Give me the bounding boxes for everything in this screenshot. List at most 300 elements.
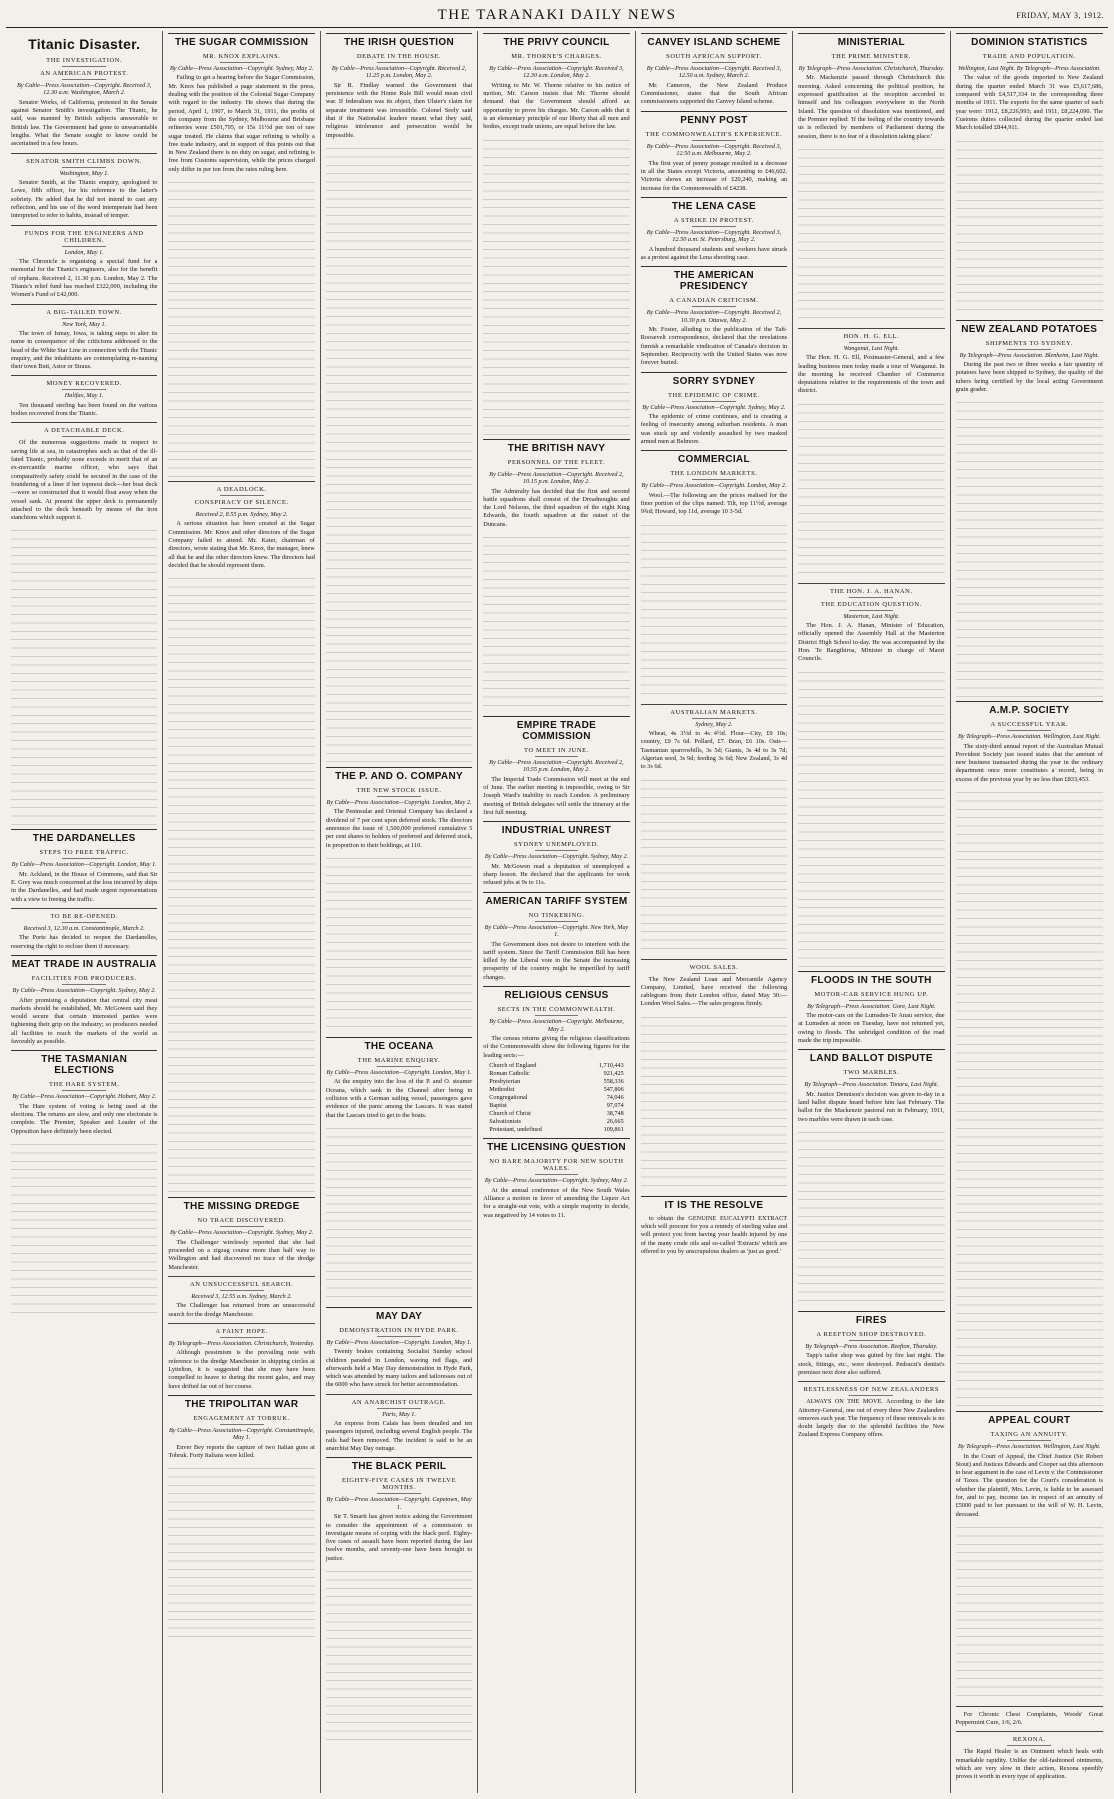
- article-subheading: DEBATE IN THE HOUSE.: [326, 53, 472, 63]
- article-body: Sir T. Smartt has given notice asking the Government to consider the appointment of a commission to investigate means of coping with the black peril. Eighty-five cases of assault have been reported during the last twelve months, and seventy-one have been brought to justice.: [325, 1513, 473, 1562]
- section-divider: [11, 908, 157, 909]
- article: [483, 33, 629, 435]
- article-body: Mr. Ackland, in the House of Commons, said that Sir E. Grey was much concerned at the loss incurred by ships in the Dardanelles, and had made urgent representations with a view to freeing the traffic.: [11, 870, 158, 903]
- article-body: The Hon. J. A. Hanan, Minister of Education, officially opened the Assembly Hall at the Masterton District High School to-day. He was accompanied by the Hon. Te Rangihiroa, Minister in charge of Maori Councils.: [798, 622, 945, 663]
- newspaper-page: [6, 4, 1108, 1795]
- article: [483, 1138, 629, 1220]
- dateline: By Cable—Press Association—Copyright. Sydney, May 2.: [642, 403, 786, 411]
- table-row: [489, 1126, 623, 1134]
- article-body: Mr. Foster, alluding to the publication of the Taft-Roosevelt correspondence, declared that the revelations furnish a remarkable vindication of Canada's decision in September. Reciprocity with the United States was now forever buried.: [640, 326, 788, 367]
- article-subheading: NO TRACE DISCOVERED.: [168, 1217, 314, 1227]
- dateline: By Telegraph—Press Association. Blenheim, Last Night.: [959, 351, 1099, 359]
- article-headline: FIRES: [798, 1311, 944, 1328]
- article-headline: APPEAL COURT: [956, 1411, 1103, 1428]
- article-body: In the Court of Appeal, the Chief Justice (Sir Robert Stout) and Justices Edwards and Cooper sat this afternoon to hear argument in the case of Levin v. the Commissioner of Taxes. The question for the Court's consideration is whether the plaintiff, Mrs. Levin, is liable to be assessed for, and to pay, income tax in respect of an annuity of £5000 paid to her pursuant to the will of W. H. Levin, deceased.: [955, 1452, 1103, 1518]
- article-subheading: A BIG-TAILED TOWN.: [11, 309, 157, 319]
- body-text-continuation: [483, 135, 629, 435]
- section-divider: [641, 959, 787, 960]
- article-subheading: A FAINT HOPE.: [168, 1328, 314, 1338]
- article-headline: MAY DAY: [326, 1307, 472, 1324]
- section-divider: [798, 583, 944, 584]
- article-body: The Government does not desire to interfere with the tariff system. Since the Tariff Commission Bill has been killed by the Liberal vote in the Senate the increasing prosperity of the country might be imperilled by tariff changes.: [483, 940, 630, 981]
- article-headline: NEW ZEALAND POTATOES: [956, 320, 1103, 337]
- article-subheading: STEPS TO FREE TRAFFIC.: [11, 849, 157, 859]
- article-subheading: MR. THORNE'S CHARGES.: [483, 53, 629, 63]
- table-row: [489, 1070, 623, 1078]
- article-body: Of the numerous suggestions made in respect to saving life at sea, in catastrophes such as that of the ill-fated Titanic, probably none exceeds in merit that of an ex-mercantile marine officer, who says that comparatively safety could be secured in the case of the foundering of a liner if her topmost deck—her boat deck—were so constructed that it would float away when the vessel sank. At present the upper deck is permanently attached to the deck beneath by means of the iron stanchions which support it.: [11, 439, 158, 522]
- article-body: Twenty brakes containing Socialist Sunday school children paraded in London, waving red flags, and afterwards held a May Day demonstration in Hyde Park, which was attended by many tailors and tailoresses out of the 6000 who have struck for better accommodation.: [325, 1348, 473, 1389]
- article-subheading: WOOL SALES.: [641, 964, 787, 974]
- article-subheading: THE HARE SYSTEM.: [11, 1081, 157, 1091]
- article: [641, 372, 787, 447]
- article-subheading: TRADE AND POPULATION.: [956, 53, 1103, 63]
- article-body: The town of Ismay, Iowa, is taking steps to alter its name in consequence of the criticisms addressed to the head of the White Star Line in connection with the Titanic enquiry, and the inhabitants are contemplating re-naming their town Butt, Astor or Straus.: [11, 329, 158, 371]
- dateline: By Cable—Press Association—Copyright. Melbourne, May 2.: [489, 1018, 624, 1033]
- article: [798, 328, 944, 579]
- article: [641, 959, 787, 1192]
- article: [483, 439, 629, 712]
- body-text-continuation: [956, 136, 1103, 316]
- column-grid: [6, 31, 1108, 1793]
- article-subheading: TO MEET IN JUNE.: [483, 747, 629, 757]
- dateline: By Cable—Press Association—Copyright. Constantinople, May 1.: [169, 1426, 315, 1442]
- issue-date: FRIDAY, MAY 3, 1912.: [1016, 11, 1104, 20]
- table-row: [489, 1078, 623, 1086]
- article: [641, 197, 787, 262]
- article-body: Senator Smith, at the Titanic enquiry, apologised to Lowe, fifth officer, for his reference to the latter's sobriety. He added that he did not intend to cast any reflection, and his use of the word intemperate had been interpreted to refer to habits, instead of temper.: [11, 179, 158, 220]
- article: [483, 716, 629, 817]
- dateline: By Cable—Press Association—Copyright. Received 2, 10.30 p.m. Ottawa, May 2.: [646, 309, 782, 324]
- article: [168, 1197, 314, 1272]
- article-subheading: AN ANARCHIST OUTRAGE.: [326, 1399, 472, 1409]
- article-body: The epidemic of crime continues, and is creating a feeling of insecurity among suburban residents. A man was stuck up and violently assaulted by two masked armed men at Belmore.: [640, 413, 788, 445]
- sect-name: Roman Catholic: [489, 1069, 530, 1077]
- article: [11, 829, 157, 904]
- body-text-continuation: [798, 1127, 944, 1307]
- article-subheading: THE PRIME MINISTER.: [798, 53, 944, 63]
- body-text-continuation: [641, 775, 787, 955]
- dateline: By Telegraph—Press Association. Gore, Last Night.: [807, 1002, 936, 1010]
- article-subheading: THE EDUCATION QUESTION.: [798, 601, 944, 611]
- article: [168, 1276, 314, 1319]
- section-divider: [11, 375, 157, 376]
- article-headline: THE BRITISH NAVY: [483, 439, 629, 456]
- dateline: By Cable—Press Association—Copyright. Received 3, 12.30 a.m. Washington, March 2.: [17, 82, 152, 97]
- article-body: Failing to get a hearing before the Sugar Commission, Mr. Knox has published a page statement in the press, dealing with the position of the Colonial Sugar Company with regard to the industry. He shows that during the period, April 1, 1907, to March 31, 1911, the profits of the company from the Sydney, Melbourne and Brisbane refineries were £501,795, or 15s 11½d per ton of raw sugar treated. He claims that sugar refining is wholly a free trade industry, and in support of this points out that in New Zealand there is no duty on sugar, and refining is free from Customs supervision, while the prices charged only differ in per ton from the rates ruling here.: [168, 74, 315, 173]
- dateline: By Cable—Press Association—Copyright. Sydney, May 2.: [484, 1177, 629, 1185]
- article-headline: THE SUGAR COMMISSION: [168, 33, 314, 50]
- article-body: Wool.—The following are the prices realised for the finer portion of the clips named: Tilt, top 11½d, average 9¾d; Howard, top 11d, average 10 3-5d.: [640, 491, 788, 516]
- body-text-continuation: [798, 399, 944, 579]
- article: [11, 908, 157, 951]
- article-body: to obtain the GENUINE EUCALYPTI EXTRACT which will procure for you a remedy of sterling value and will protect you from having your health injured by one of the many crude oils and so-called 'Extracts' which are offered to you by unscrupulous dealers as 'just as good.': [640, 1214, 788, 1255]
- census-table: [489, 1062, 623, 1135]
- article-body: Ten thousand sterling has been found on the various bodies recovered from the Titanic.: [11, 401, 158, 418]
- article-body: Mr. Cameron, the New Zealand Produce Commissioner, states that the South African commissioners supported the Canvey Island scheme.: [640, 81, 788, 106]
- article-subheading: THE COMMONWEALTH'S EXPERIENCE.: [641, 131, 787, 141]
- dateline: By Cable—Press Association—Copyright. London, May 1.: [326, 1338, 472, 1346]
- article-body: After promising a deputation that central city meat markets should be established, Mr. McGowen said they would secure that certain interested parties were tightening their grip on the industry; so producers needed all facilities to reach the markets of the world as favorably as possible.: [11, 996, 158, 1045]
- article: [956, 320, 1103, 698]
- article: [11, 33, 157, 149]
- dateline: By Telegraph—Press Association. Wellington, Last Night.: [958, 1443, 1101, 1451]
- article: [168, 1323, 314, 1391]
- dateline: By Cable—Press Association—Copyright. Received 3, 12.30 a.m. London, May 2.: [489, 65, 624, 80]
- dateline: London, May 1.: [64, 248, 104, 256]
- article-subheading: DEMONSTRATION IN HYDE PARK.: [326, 1327, 472, 1337]
- newspaper-title: THE TARANAKI DAILY NEWS: [437, 7, 677, 23]
- article-body: The New Zealand Loan and Mercantile Agency Company, Limited, have received the following cablegram from their London office, dated May 30:— London Wool Sales.—The sales progress firmly.: [640, 975, 788, 1008]
- article-subheading: SHIPMENTS TO SYDNEY.: [956, 340, 1103, 350]
- column-1: [6, 31, 163, 1793]
- article: [641, 111, 787, 193]
- sect-name: Church of Christ: [489, 1110, 531, 1118]
- article: [641, 450, 787, 699]
- sect-name: Protestant, undefined: [489, 1126, 542, 1134]
- article-headline: LAND BALLOT DISPUTE: [798, 1049, 944, 1066]
- body-text-continuation: [641, 1012, 787, 1192]
- dateline: By Cable—Press Association—Copyright. London, May 1.: [11, 861, 157, 869]
- article: [956, 1411, 1103, 1702]
- body-text-continuation: [956, 787, 1103, 1407]
- dateline: By Cable—Press Association—Copyright. Received 2, 11.25 p.m. London, May 2.: [331, 65, 467, 80]
- article-subheading: HON. H. G. ELL.: [798, 333, 944, 343]
- article-subheading: SECTS IN THE COMMONWEALTH.: [483, 1006, 629, 1016]
- dateline: Received 3, 12.30 a.m. Constantinople, March 2.: [23, 925, 145, 933]
- article: [956, 701, 1103, 1407]
- article-body: Although pessimism is the prevailing note with reference to the dredge Manchester in shipping circles at Lyttelton, it is suggested that she may have been compelled to heave to during the recent gales, and may have drifted far out of her course.: [168, 1349, 315, 1390]
- article-headline: THE LICENSING QUESTION: [483, 1138, 629, 1155]
- article-subheading: THE MARINE ENQUIRY.: [326, 1057, 472, 1067]
- article-body: The Hare system of voting is being used at the elections. The returns are slow, and only one electorate is complete. The Premier, Speaker and Leader of the Opposition have definitely been elected.: [11, 1102, 158, 1135]
- article: [641, 704, 787, 955]
- article-body: The sixty-third annual report of the Australian Mutual Provident Society just issued states that the amount of new business transacted during the year in the ordinary department once more constitutes a record, being in excess of the previous year by no less than £833,453.: [955, 742, 1103, 783]
- article-subheading: MR. KNOX EXPLAINS.: [168, 53, 314, 63]
- sect-count: 74,046: [606, 1094, 624, 1102]
- section-divider: [11, 225, 157, 226]
- article-subheading: TO BE RE-OPENED.: [11, 913, 157, 923]
- article-headline: THE TRIPOLITAN WAR: [168, 1395, 314, 1412]
- section-divider: [326, 1394, 472, 1395]
- dateline: By Cable—Press Association—Copyright. Received 3, 12.50 a.m. St. Petersburg, May 2.: [646, 228, 782, 244]
- article-body: Mr. Justice Dennison's decision was given to-day in a land ballot dispute heard before him last February. The ballot for the Mackenzie pastoral run in February, 1911, two marbles were drawn in each case.: [798, 1090, 945, 1123]
- dateline: By Cable—Press Association—Copyright. Received 2, 10.15 p.m. London, May 2.: [489, 470, 624, 486]
- sect-name: Church of England: [489, 1061, 537, 1069]
- article-subheading: NO BARE MAJORITY FOR NEW SOUTH WALES.: [483, 1158, 629, 1175]
- article-body: Enver Bey reports the capture of two Italian guns at Tobruk. Forty Italians were killed.: [168, 1443, 315, 1459]
- body-text-continuation: [168, 177, 314, 477]
- article-body: The Challenger wirelessly reported that she had proceeded on a zigzag course more than half way to Wellington and had discovered no trace of the dredge Manchester.: [168, 1238, 315, 1271]
- article: [168, 481, 314, 1193]
- article-body: The Imperial Trade Commission will meet at the end of June. The earlier meeting is impossible, owing to Sir Joseph Ward's inability to reach London. A preliminary meeting of British delegates will settle the itinerary at the first full meeting.: [483, 775, 630, 817]
- dateline: By Cable—Press Association—Copyright. London, May 2.: [326, 798, 472, 806]
- body-text-continuation: [956, 397, 1103, 697]
- article-subheading: THE INVESTIGATION.: [11, 57, 157, 67]
- sect-name: Methodist: [489, 1086, 515, 1094]
- article: [483, 892, 629, 982]
- article: [11, 955, 157, 1046]
- dateline: By Cable—Press Association—Copyright. Sydney, May 2.: [484, 853, 629, 861]
- dateline: By Cable—Press Association—Copyright. New York, May 1.: [484, 923, 629, 939]
- article-body: The Peninsular and Oriental Company has declared a dividend of 7 per cent upon deferred stock. The directors announce the issue of 1,500,000 preferred cumulative 5 per cent shares to holders of preferred and deferred stock, in proportion to their holdings, at 110.: [325, 808, 473, 849]
- article: [326, 1394, 472, 1454]
- section-divider: [798, 1381, 944, 1382]
- article-subheading: MOTOR-CAR SERVICE HUNG UP.: [798, 991, 944, 1001]
- dateline: By Cable—Press Association—Copyright. Sydney, May 2.: [12, 987, 156, 995]
- article-subheading: A SUCCESSFUL YEAR.: [956, 721, 1103, 731]
- article-body: Wheat, 4s 3½d to 4s 4½d. Flour—City, £9 10s; country, £9 7s 6d. Pollard, £7. Bran, £6 10s. Oats—Tasmanian sparrowbills, 3s 5d; Giants, 3s 4d to 3s 7d; Algerian seed, 3s 9d; feeding 3s 6d; New Zealand, 3s 4d to 3s 6d.: [640, 730, 788, 771]
- body-text-continuation: [326, 853, 472, 1033]
- article-body: Mr. McGowen read a deputation of unemployed a sharp lesson. He declared that the applicants for work refused jobs at 9s to 11s.: [483, 862, 630, 887]
- article-subheading: A STRIKE IN PROTEST.: [641, 217, 787, 227]
- article-subheading: A DETACHABLE DECK.: [11, 427, 157, 437]
- article-subheading: AUSTRALIAN MARKETS.: [641, 709, 787, 719]
- article-body: The Challenger has returned from an unsuccessful search for the dredge Manchester.: [168, 1302, 315, 1318]
- article: [956, 33, 1103, 316]
- article-headline: THE PRIVY COUNCIL: [483, 33, 629, 50]
- article-headline: IT IS THE RESOLVE: [641, 1196, 787, 1213]
- article-body: Sir R. Findlay warned the Government that persistence with the Home Rule Bill would mean civil war. If federalism was its object, then Ulster's claim for separate treatment was irresistible. Colonel Seely said that if the Nationalist leaders meant what they said, religious intolerance and persecution would be impossible.: [325, 81, 473, 139]
- sect-count: 109,861: [603, 1126, 624, 1134]
- column-6: [793, 31, 950, 1793]
- article-headline: THE DARDANELLES: [11, 829, 157, 846]
- article-body: A hundred thousand students and workers have struck as a protest against the Lena shooting case.: [640, 245, 788, 261]
- article: [11, 225, 157, 300]
- dateline: By Cable—Press Association—Copyright. Received 3, 12.50 a.m. Sydney, March 2.: [646, 65, 782, 80]
- sect-name: Baptist: [489, 1102, 507, 1110]
- dateline: New York, May 1.: [62, 320, 107, 328]
- article: [798, 583, 944, 967]
- dateline: By Telegraph—Press Association. Wellington, Last Night.: [958, 733, 1101, 741]
- masthead: [6, 4, 1108, 28]
- column-5: [636, 31, 793, 1793]
- sect-count: 38,748: [606, 1110, 624, 1118]
- table-row: [489, 1094, 623, 1102]
- article-subheading: THE NEW STOCK ISSUE.: [326, 787, 472, 797]
- article: [326, 1457, 472, 1746]
- article-body: The Chronicle is organising a special fund for a memorial for the Titanic's engineers, also for the benefit of orphans. Received 2, 11.30 p.m. London, May 2. The Titanic's relief fund has reached £322,000, including the Women's Fund of £42,000.: [11, 258, 158, 299]
- article-subheading: A DEADLOCK.: [168, 486, 314, 496]
- article-body: At the annual conference of the New South Wales Alliance a motion in favor of amending the Liquor Act for a straight-out vote, with a simple majority to decide, was negatived by 14 votes to 11.: [483, 1186, 630, 1219]
- body-text-continuation: [326, 1123, 472, 1303]
- section-divider: [11, 304, 157, 305]
- article: [168, 1395, 314, 1643]
- sect-count: 547,806: [603, 1086, 624, 1094]
- sect-count: 558,336: [603, 1077, 624, 1085]
- column-2: [163, 31, 320, 1793]
- article: [798, 1311, 944, 1377]
- article-body: The Admiralty has decided that the first and second battle squadrons shall consist of the Dreadnoughts and the Lord Nelsons, the third squadron of the eight King Edwards, the fourth squadron at the outset of the Duncans.: [483, 487, 630, 528]
- article-headline: THE MISSING DREDGE: [168, 1197, 314, 1214]
- article-body: ALWAYS ON THE MOVE. According to the late Attorney-General, one out of every three New Zealanders removes each year. The frequency of these removals is no doubt largely due to the splendid facilities the New Zealand Express Company offers.: [798, 1398, 945, 1439]
- table-row: [489, 1118, 623, 1126]
- article-body: Tapp's tailor shop was gutted by fire last night. The stock, fittings, etc., were destroyed. Pedrazzi's dentist's premises next door also suffered.: [798, 1352, 945, 1376]
- article-subheading: THE EPIDEMIC OF CRIME.: [641, 392, 787, 402]
- body-text-continuation: [168, 573, 314, 1193]
- article: [11, 422, 157, 825]
- dateline: Paris, May 1.: [382, 1410, 416, 1418]
- section-divider: [956, 1731, 1103, 1732]
- article-headline: DOMINION STATISTICS: [956, 33, 1103, 50]
- dateline: Wellington, Last Night. By Telegraph—Press Association.: [958, 65, 1101, 72]
- article-subheading: A CANADIAN CRITICISM.: [641, 297, 787, 307]
- article-subheading: ENGAGEMENT AT TOBRUK.: [168, 1415, 314, 1425]
- article-subheading: TWO MARBLES.: [798, 1069, 944, 1079]
- article-subheading: TAXING AN ANNUITY.: [956, 1431, 1103, 1441]
- article-body: Senator Works, of California, protested in the Senate against Senator Smith's investigation. The Titanic, he said, was manned by British subjects answerable to British law. The Government had gone to unwarrantable lengths. What the Senate sought to know could be ascertained in a few hours.: [11, 98, 158, 148]
- article-headline: INDUSTRIAL UNREST: [483, 821, 629, 838]
- article-subheading: REXONA.: [956, 1736, 1103, 1746]
- article-headline: THE BLACK PERIL: [326, 1457, 472, 1474]
- dateline: By Cable—Press Association—Copyright. London, May 1.: [326, 1068, 472, 1076]
- dateline: By Cable—Press Association—Copyright. Received 3, 12.50 a.m. Melbourne, May 2.: [646, 142, 782, 158]
- body-text-continuation: [11, 1139, 157, 1319]
- article-headline: CANVEY ISLAND SCHEME: [641, 33, 787, 50]
- article-subheading: MONEY RECOVERED.: [11, 380, 157, 390]
- article-body: Writing to Mr. W. Thorne relative to his notice of motion, Mr. Carson insists that Mr. Thorne should demand that the Government should afford an opportunity to prove his charges. Mr. Carson adds that it is an elementary principle of our liberty that all men and bodies, except trade unions, are equal before the law.: [483, 81, 630, 131]
- article-headline: THE OCEANA: [326, 1037, 472, 1054]
- article-headline: EMPIRE TRADE COMMISSION: [483, 716, 629, 744]
- article: [956, 1706, 1103, 1728]
- article: [11, 153, 157, 221]
- sect-name: Presbyterian: [489, 1077, 521, 1085]
- article-headline: MEAT TRADE IN AUSTRALIA: [11, 955, 157, 972]
- sect-count: 921,425: [603, 1069, 624, 1077]
- article-headline: A.M.P. SOCIETY: [956, 701, 1103, 718]
- article-body: A serious situation has been created at the Sugar Commission. Mr. Knox and other directors of the Sugar Company failed to attend. Mr. Kater, chairman of directors, wrote stating that Mr. Knox, the manager, knew all that he and the other directors knew. The directors had decided that he should represent them.: [168, 520, 315, 569]
- article-body: The census returns giving the religious classifications of the Commonwealth show the following figures for the leading sects:—: [483, 1034, 630, 1059]
- article-body: At the enquiry into the loss of the P. and O. steamer Oceana, which sank in the Channel after being in collision with a German sailing vessel, passengers gave evidence of the panic among the Lascars. It was stated that the Lascars tried to get to the boats.: [325, 1078, 473, 1119]
- article-subheading: A REEFTON SHOP DESTROYED.: [798, 1331, 944, 1341]
- column-4: [478, 31, 635, 1793]
- article: [798, 1381, 944, 1439]
- article-headline: THE IRISH QUESTION: [326, 33, 472, 50]
- body-text-continuation: [168, 1463, 314, 1643]
- dateline: Received 3, 12.55 a.m. Sydney, March 2.: [191, 1292, 292, 1300]
- sect-name: Salvationists: [489, 1118, 521, 1126]
- article-headline: SORRY SYDNEY: [641, 372, 787, 389]
- article-subheading: EIGHTY-FIVE CASES IN TWELVE MONTHS.: [326, 1477, 472, 1494]
- article-subheading: SYDNEY UNEMPLOYED.: [483, 841, 629, 851]
- article-body: Mr. Mackenzie passed through Christchurch this morning. Asked concerning the political position, he expressed gratification at the reception accorded to himself and his colleagues everywhere in the North Island. The question of dissolution was mentioned, and the Premier replied: 'If the feeling of the country towards us is reflected by members of Parliament during the session, there is no fear of a dissolution taking place.': [798, 74, 945, 140]
- article: [168, 33, 314, 477]
- article-subheading: SOUTH AFRICAN SUPPORT.: [641, 53, 787, 63]
- article: [956, 1731, 1103, 1781]
- article-headline: FLOODS IN THE SOUTH: [798, 971, 944, 988]
- dateline: By Telegraph—Press Association. Christchurch, Yesterday.: [168, 1339, 315, 1347]
- section-divider: [168, 1276, 314, 1277]
- body-text-continuation: [798, 667, 944, 967]
- dateline: By Cable—Press Association—Copyright. London, May 2.: [641, 482, 787, 490]
- article-body: The value of the goods imported to New Zealand during the quarter ended March 31 was £5,617,686, compared with £4,517,334 in the corresponding three months of 1911. The exports for the same quarter of each year were: 1912, £8,226,993; and 1911, £8,224,090. The Customs duties collected during the quarter ended last March totalled £844,911.: [955, 74, 1103, 132]
- sect-name: Congregational: [489, 1094, 528, 1102]
- table-row: [489, 1110, 623, 1118]
- article-subheading: CONSPIRACY OF SILENCE.: [168, 499, 314, 509]
- article-headline: Titanic Disaster.: [28, 36, 141, 52]
- article-subheading: THE HON. J. A. HANAN.: [798, 588, 944, 598]
- body-text-continuation: [11, 525, 157, 825]
- article: [798, 33, 944, 324]
- dateline: Sydney, May 2.: [695, 720, 733, 728]
- column-3: [321, 31, 478, 1793]
- dateline: By Telegraph—Press Association. Christchurch, Thursday.: [798, 65, 945, 72]
- article: [641, 1196, 787, 1256]
- article-subheading: FACILITIES FOR PRODUCERS.: [11, 975, 157, 985]
- section-divider: [168, 1323, 314, 1324]
- article-headline: AMERICAN TARIFF SYSTEM: [483, 892, 629, 909]
- dateline: By Cable—Press Association—Copyright. Received 2, 10.55 p.m. London, May 2.: [489, 759, 624, 774]
- article-headline: THE LENA CASE: [641, 197, 787, 214]
- dateline: By Cable—Press Association—Copyright. Sydney, May 2.: [169, 1229, 314, 1237]
- article-body: The Rapid Healer is an Ointment which heals with remarkable rapidity. Unlike the old-fashioned ointments, which are very slow in their action, Rexona speedily proves it worth in every type of application.: [955, 1748, 1103, 1781]
- table-row: [489, 1086, 623, 1094]
- article: [326, 1307, 472, 1390]
- article-subheading: THE LONDON MARKETS.: [641, 470, 787, 480]
- table-row: [489, 1102, 623, 1110]
- article-headline: THE AMERICAN PRESIDENCY: [641, 266, 787, 294]
- dateline: By Cable—Press Association—Copyright. Sydney, May 2.: [169, 65, 314, 72]
- dateline: Received 2, 8.55 p.m. Sydney, May 2.: [195, 511, 288, 518]
- article-body: The motor-cars on the Lumsden-Te Anau service, due at Lumsden at noon on Tuesday, have not returned yet, owing to floods. The unbridged condition of the road made the trip impossible.: [798, 1012, 945, 1044]
- article-subheading: FUNDS FOR THE ENGINEERS AND CHILDREN.: [11, 230, 157, 247]
- article: [483, 986, 629, 1134]
- article: [326, 33, 472, 763]
- section-divider: [798, 328, 944, 329]
- article: [798, 1049, 944, 1307]
- article-headline: RELIGIOUS CENSUS: [483, 986, 629, 1003]
- table-row: [489, 1062, 623, 1070]
- dateline: By Cable—Press Association—Copyright. Capetown, May 1.: [326, 1496, 472, 1511]
- article: [641, 266, 787, 367]
- dateline: Halifax, May 1.: [64, 392, 104, 400]
- article: [11, 304, 157, 372]
- article-subheading: SENATOR SMITH CLIMBS DOWN.: [11, 158, 157, 168]
- sect-count: 26,665: [606, 1118, 624, 1126]
- article-headline: COMMERCIAL: [641, 450, 787, 467]
- article: [326, 1037, 472, 1303]
- section-divider: [168, 481, 314, 482]
- section-divider: [641, 704, 787, 705]
- article-headline: THE TASMANIAN ELECTIONS: [11, 1050, 157, 1078]
- section-divider: [956, 1706, 1103, 1707]
- article: [798, 971, 944, 1046]
- body-text-continuation: [326, 143, 472, 763]
- article-headline: PENNY POST: [641, 111, 787, 128]
- body-text-continuation: [483, 532, 629, 712]
- sect-count: 97,074: [606, 1102, 624, 1110]
- article-body: An express from Calais has been derailed and ten passengers injured, including several English people. The rails had been removed. The incident is said to be an anarchist May Day outrage.: [325, 1420, 473, 1453]
- article-subheading: AN AMERICAN PROTEST.: [11, 70, 157, 80]
- sect-count: 1,710,443: [598, 1061, 624, 1069]
- section-divider: [11, 422, 157, 423]
- article: [11, 375, 157, 418]
- article-headline: MINISTERIAL: [798, 33, 944, 50]
- body-text-continuation: [326, 1566, 472, 1746]
- body-text-continuation: [641, 520, 787, 700]
- article-subheading: RESTLESSNESS OF NEW ZEALANDERS: [798, 1386, 944, 1396]
- dateline: By Cable—Press Association—Copyright. Hobart, May 2.: [12, 1093, 157, 1101]
- article-body: The Hon. H. G. Ell, Postmaster-General, and a few leading business men today made a tour of Wanganui. In the morning he received Chamber of Commerce deputations relative to the requirements of the town and district.: [798, 354, 945, 395]
- article-subheading: PERSONNEL OF THE FLEET.: [483, 459, 629, 469]
- dateline: Wanganui, Last Night.: [843, 344, 900, 352]
- article: [641, 33, 787, 107]
- column-7: [951, 31, 1108, 1793]
- article-subheading: AN UNSUCCESSFUL SEARCH.: [168, 1281, 314, 1291]
- article: [483, 821, 629, 887]
- article: [326, 767, 472, 1033]
- article-headline: THE P. AND O. COMPANY: [326, 767, 472, 784]
- dateline: Washington, May 1.: [59, 169, 109, 177]
